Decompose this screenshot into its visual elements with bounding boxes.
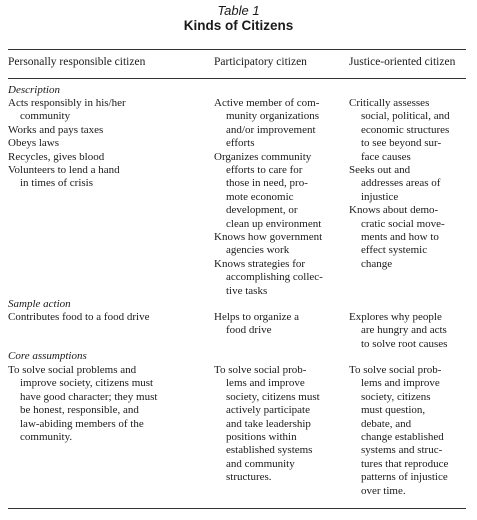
- table-cell-line: to see beyond sur-: [361, 137, 442, 150]
- table-cell-line: Obeys laws: [8, 137, 60, 150]
- header-rule: [8, 78, 466, 79]
- table-cell-line: To solve social problems and: [8, 364, 137, 376]
- table-cell-line: debate, and: [361, 417, 412, 430]
- table-cell-line: development, or: [226, 204, 298, 217]
- table-cell-line: cratic social move-: [361, 217, 445, 230]
- table-cell-line: Works and pays taxes: [8, 123, 104, 136]
- column-header-justice: Justice-oriented citizen: [349, 56, 456, 68]
- table-cell-line: Helps to organize a: [214, 311, 300, 323]
- table-cell-line: mote economic: [226, 190, 294, 203]
- table-caption: [0, 3, 477, 34]
- table-cell-line: systems and struc-: [361, 444, 443, 457]
- table-cell-line: To solve social prob-: [349, 364, 442, 376]
- table-cell-line: efforts: [226, 137, 255, 150]
- table-cell-line: Knows strategies for: [214, 257, 306, 270]
- table-cell-line: munity organizations: [226, 110, 319, 123]
- table-number: Table 1: [217, 3, 260, 18]
- description-participatory: [214, 97, 340, 298]
- table-cell-line: and community: [226, 457, 295, 470]
- section-label-description: Description: [8, 84, 60, 96]
- description-personal: [8, 97, 200, 191]
- table-cell-line: positions within: [226, 431, 297, 444]
- table-cell-line: Recycles, gives blood: [8, 150, 105, 163]
- table-cell-line: Contributes food to a food drive: [8, 311, 150, 323]
- column-header-personal: Personally responsible citizen: [8, 56, 146, 68]
- description-justice: [349, 97, 469, 271]
- table-cell-line: lems and improve: [226, 377, 305, 390]
- table-cell-line: clean up environment: [226, 217, 322, 230]
- table-cell-line: improve society, citizens must: [20, 377, 154, 390]
- table-cell-line: Active member of com-: [214, 97, 320, 109]
- core-assumptions-participatory: [214, 364, 340, 485]
- table-cell-line: Seeks out and: [349, 164, 411, 177]
- table-cell-line: change established: [361, 431, 444, 444]
- table-cell-line: Knows how government: [214, 231, 323, 244]
- table-cell-line: community.: [20, 431, 73, 444]
- top-rule: [8, 49, 466, 50]
- table-cell-line: are hungry and acts: [361, 324, 447, 337]
- table-cell-line: and/or improvement: [226, 123, 316, 136]
- table-cell-line: face causes: [361, 150, 411, 163]
- table-cell-line: tures that reproduce: [361, 457, 449, 470]
- table-cell-line: be honest, responsible, and: [20, 404, 139, 417]
- table-cell-line: food drive: [226, 324, 272, 337]
- table-cell-line: Acts responsibly in his/her: [8, 97, 126, 109]
- table-cell-line: effect systemic: [361, 244, 428, 257]
- section-label-core-assumptions: Core assumptions: [8, 350, 87, 362]
- bottom-rule: [8, 508, 466, 509]
- table-cell-line: actively participate: [226, 404, 310, 417]
- section-label-sample-action: Sample action: [8, 298, 71, 310]
- table-cell-line: tive tasks: [226, 284, 268, 297]
- table-cell-line: lems and improve: [361, 377, 440, 390]
- table-cell-line: structures.: [226, 471, 272, 484]
- table-cell-line: society, citizens must: [226, 390, 320, 403]
- sample-action-personal: [8, 311, 200, 324]
- table-cell-line: ments and how to: [361, 231, 439, 244]
- table-cell-line: Explores why people: [349, 311, 442, 323]
- table-cell-line: have good character; they must: [20, 390, 158, 403]
- table-cell-line: addresses areas of: [361, 177, 441, 190]
- table-cell-line: and take leadership: [226, 417, 311, 430]
- table-cell-line: agencies work: [226, 244, 290, 257]
- table-cell-line: To solve social prob-: [214, 364, 307, 376]
- table-cell-line: Knows about demo-: [349, 204, 439, 217]
- table-cell-line: efforts to care for: [226, 164, 303, 177]
- sample-action-participatory: [214, 311, 340, 338]
- table-cell-line: to solve root causes: [361, 337, 448, 350]
- table-cell-line: law-abiding members of the: [20, 417, 144, 430]
- table-cell-line: accomplishing collec-: [226, 271, 323, 284]
- table-cell-line: established systems: [226, 444, 313, 457]
- table-cell-line: Volunteers to lend a hand: [8, 164, 120, 177]
- table-cell-line: Critically assesses: [349, 97, 430, 109]
- table-cell-line: economic structures: [361, 123, 450, 136]
- table-cell-line: must question,: [361, 404, 426, 417]
- table-cell-line: those in need, pro-: [226, 177, 308, 190]
- table-cell-line: social, political, and: [361, 110, 450, 123]
- table-cell-line: society, citizens: [361, 390, 431, 403]
- table-cell-line: over time.: [361, 484, 406, 497]
- core-assumptions-justice: [349, 364, 469, 498]
- table-title: Kinds of Citizens: [183, 18, 294, 33]
- table-cell-line: change: [361, 257, 393, 270]
- sample-action-justice: [349, 311, 469, 351]
- table-cell-line: Organizes community: [214, 150, 312, 163]
- table-cell-line: patterns of injustice: [361, 471, 448, 484]
- table-cell-line: injustice: [361, 190, 399, 203]
- table-cell-line: in times of crisis: [20, 177, 94, 190]
- core-assumptions-personal: [8, 364, 200, 444]
- column-header-participatory: Participatory citizen: [214, 56, 307, 68]
- table-cell-line: community: [20, 110, 71, 123]
